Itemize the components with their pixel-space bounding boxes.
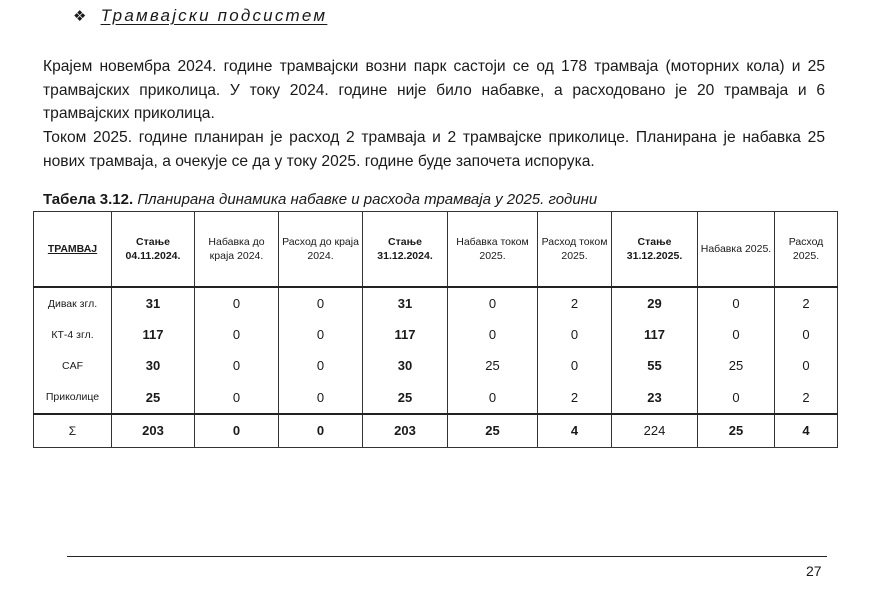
header-writeoff-2025: Расход 2025. (775, 212, 838, 288)
table-cell: 2 (538, 382, 612, 414)
table-cell: 31 (363, 287, 448, 319)
table-cell: 0 (538, 350, 612, 381)
table-cell: 0 (279, 287, 363, 319)
table-sum-row (34, 414, 838, 448)
row-label: Дивак згл. (34, 287, 112, 319)
table-cell: 25 (112, 382, 195, 414)
table-cell: 0 (195, 382, 279, 414)
table-cell: 25 (363, 382, 448, 414)
row-label: Приколице (34, 382, 112, 414)
table-cell: 0 (538, 319, 612, 350)
table-cell: 30 (112, 350, 195, 381)
table-cell: 30 (363, 350, 448, 381)
table-cell: 2 (538, 287, 612, 319)
sum-cell: 4 (775, 414, 838, 448)
row-label: КТ-4 згл. (34, 319, 112, 350)
table-cell: 0 (698, 382, 775, 414)
sum-cell: 4 (538, 414, 612, 448)
sum-cell: 203 (112, 414, 195, 448)
table-cell: 0 (195, 287, 279, 319)
sum-cell: 0 (279, 414, 363, 448)
table-cell: 2 (775, 287, 838, 319)
sum-cell: 25 (448, 414, 538, 448)
table-cell: 0 (279, 319, 363, 350)
header-purchase-2024: Набавка до краја 2024. (195, 212, 279, 288)
header-state-04-11-2024: Стање 04.11.2024. (112, 212, 195, 288)
table-cell: 0 (279, 382, 363, 414)
table-header-row (34, 212, 838, 288)
table-cell: 0 (448, 319, 538, 350)
sum-cell: 203 (363, 414, 448, 448)
table-cell: 55 (612, 350, 698, 381)
table-row (34, 287, 838, 319)
header-tram: ТРАМВАЈ (34, 212, 112, 288)
page-number: 27 (806, 563, 822, 579)
table-row (34, 319, 838, 350)
section-heading (73, 6, 327, 26)
table-row (34, 350, 838, 381)
table-cell: 25 (448, 350, 538, 381)
sum-cell: 25 (698, 414, 775, 448)
table-cell: 2 (775, 382, 838, 414)
header-purchase-2025: Набавка 2025. (698, 212, 775, 288)
table-cell: 0 (698, 287, 775, 319)
table-cell: 0 (448, 287, 538, 319)
table-cell: 0 (698, 319, 775, 350)
footer-divider (67, 556, 827, 557)
header-writeoff-2024: Расход до краја 2024. (279, 212, 363, 288)
table-cell: 0 (448, 382, 538, 414)
table-cell: 117 (363, 319, 448, 350)
table-caption (43, 191, 597, 208)
table-cell: 0 (279, 350, 363, 381)
header-state-31-12-2025: Стање 31.12.2025. (612, 212, 698, 288)
sum-cell: 224 (612, 414, 698, 448)
header-purchase-during-2025: Набавка током 2025. (448, 212, 538, 288)
table-cell: 0 (195, 319, 279, 350)
table-cell: 0 (195, 350, 279, 381)
row-label: CAF (34, 350, 112, 381)
table-cell: 29 (612, 287, 698, 319)
table-cell: 31 (112, 287, 195, 319)
table-cell: 23 (612, 382, 698, 414)
paragraph-plan-2025: Током 2025. године планиран је расход 2 трамваја и 2 трамвајске приколице. Планирана је набавка 25 нових трамваја, а очекује се да у току 2025. године буде започета испорука. (43, 129, 825, 170)
tram-dynamics-table (33, 211, 838, 448)
table-cell: 0 (775, 319, 838, 350)
paragraph-fleet-status: Крајем новембра 2024. године трамвајски возни парк састоји се од 178 трамваја (моторних кола) и 25 трамвајских приколица. У току 2024. године није било набавке, а расходовано је 20 трамваја и 6 трамвајских приколица. (43, 58, 825, 122)
header-writeoff-during-2025: Расход током 2025. (538, 212, 612, 288)
table-cell: 117 (112, 319, 195, 350)
sum-cell: 0 (195, 414, 279, 448)
table-cell: 25 (698, 350, 775, 381)
table-caption-text: Планирана динамика набавке и расхода трамваја у 2025. години (137, 191, 598, 208)
section-title: Трамвајски подсистем (100, 6, 328, 25)
header-state-31-12-2024: Стање 31.12.2024. (363, 212, 448, 288)
sum-label: Σ (34, 414, 112, 448)
table-row (34, 382, 838, 414)
diamond-bullet-icon: ❖ (73, 8, 89, 25)
table-cell: 0 (775, 350, 838, 381)
table-cell: 117 (612, 319, 698, 350)
table-caption-label: Табела 3.12. (43, 191, 134, 208)
